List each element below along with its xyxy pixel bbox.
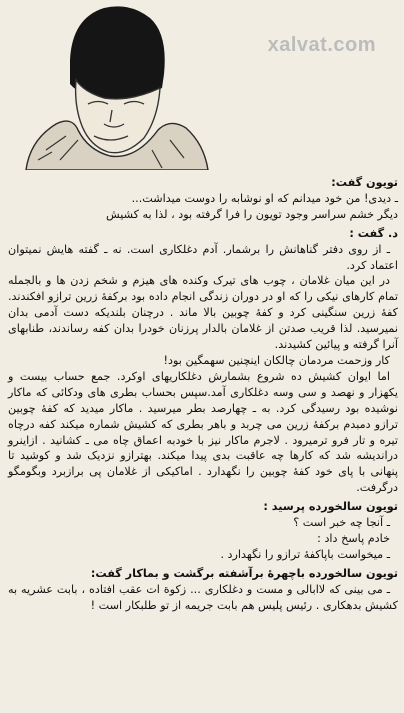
paragraph-p14: ـ می بینی که لاابالی و مست و دغلکاری ... زکوة ات عقب افتاده ، بابت عشریه به کشیش بدهکاری . رئیس پلیس هم بابت جریمه از تو طلبکار است ! (8, 582, 398, 612)
paragraph-p06: در این میان غلامان ، چوب های تیرک وکنده های هیزم و شخم زدن ها و بالجمله تمام کارهای نیکی را که او در دوران زندگی انجام داده بود برکفهٔ زرین ترازو افکندند. کفهٔ زرین سنگینی کرد و کفهٔ چوبین بالا ماند . درچنان بلندیکه دست آدمی بدان نمیرسید. لذا قریب صدتن از غلامان بالدار پرزنان خودرا بدان کفه رساندند، طنابهای آنرا گرفته و پیائین کشیدند. (8, 274, 398, 352)
paragraph-p07: کار وزحمت مردمان چالکان اینچنین سهمگین بود! (163, 353, 390, 367)
paragraph-p11: خادم پاسخ داد : (317, 531, 390, 545)
paragraph-p05: ـ از روی دفتر گناهانش را برشمار. آدم دغلکاری است. نه ـ گفته هایش نمیتوان اعتماد کرد. (8, 242, 398, 272)
watermark: xalvat.com (267, 34, 376, 56)
paragraph-p09: تویون سالخورده پرسید : (263, 500, 398, 514)
paragraph-p08: اما ایوان کشیش ده شروع بشمارش دغلکاریهای اوکرد. جمع حساب بیست و یکهزار و نهصد و سی وسه دغلکاری آمد.سپس بحساب بطری های ودکائی که ماکار نوشیده بود رسیدگی کرد. به ـ چهارصد بطر میرسید . ماکار میدید که کفهٔ چوبین ترازو دمبدم برکفهٔ زرین می چربد و باهر بطری که کشیش شماره میکند کفه درچاه تیره و تار فرو ترمیرود . لاجرم ماکار نیز با خودبه اعماق چاه می ـ کشانید . ازاینرو دراندیشه شد که کارها چه عاقبت بدی پیدا میکند. بهترازو نزدیک شد و کوشید تا پنهانی با پای خود کفهٔ چوبین را نگهدارد . اماکیکی از غلامان پی برازبرد وبگومگو درگرفت. (8, 369, 398, 495)
paragraph-p02: ـ دیدی! من خود میدانم که او نوشابه را دوست میداشت... (131, 191, 398, 205)
paragraph-p01: تویون گفت: (331, 176, 398, 189)
paragraph-p10: ـ آنجا چه خبر است ؟ (293, 516, 390, 530)
paragraph-p12: ـ میخواست باپاکفهٔ ترازو را نگهدارد . (220, 547, 390, 561)
paragraph-p13: تویون سالخورده باچهرهٔ برآشفته برگشت و بماکار گفت: (90, 566, 398, 580)
paragraph-p03: دیگر خشم سراسر وجود تویون را فرا گرفته بود ، لذا به کشیش (105, 207, 398, 221)
paragraph-p04: د. گفت : (349, 226, 398, 240)
story-text (8, 172, 398, 709)
old-woman-illustration (12, 0, 212, 170)
